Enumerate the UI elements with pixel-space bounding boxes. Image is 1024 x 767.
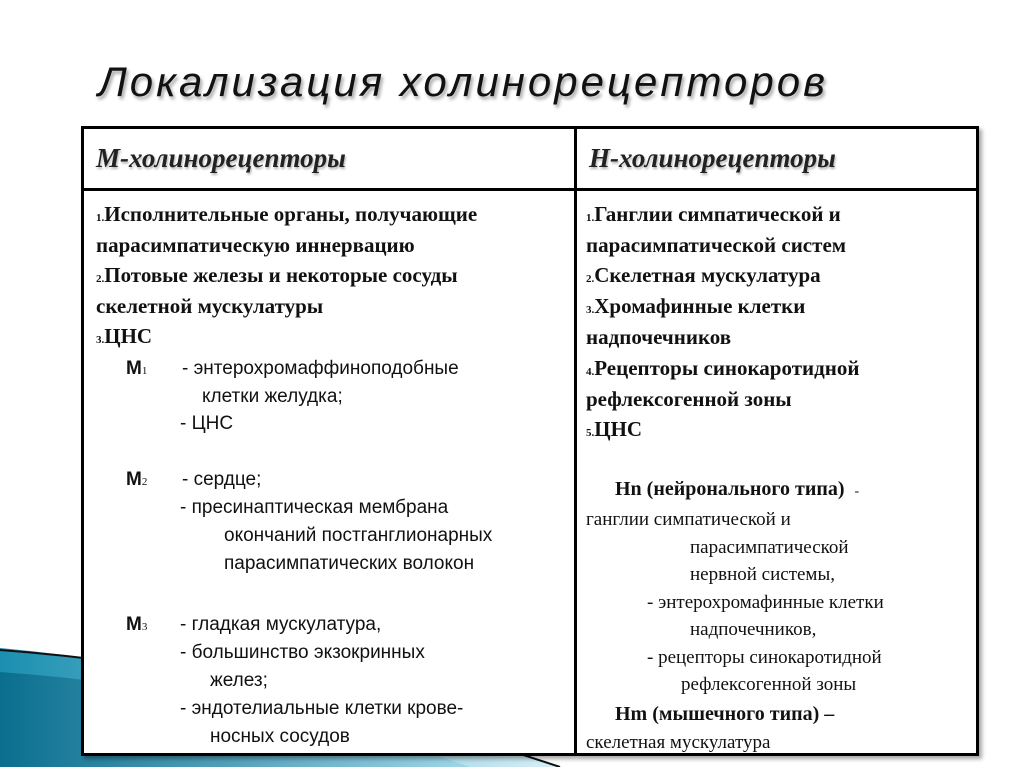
m-item-2: 2.Потовые железы и некоторые сосуды [96,263,458,287]
m3-line-1: - гладкая мускулатура, [180,614,382,635]
m2-line-3: окончаний постганглионарных [224,525,493,546]
page-title: Локализация холинорецепторов [98,58,828,105]
hn-line-5: надпочечников, [690,619,817,640]
m3-line-3: желез; [210,670,268,691]
n-header-cell [577,129,976,191]
hm-line-1: скелетная мускулатура [586,732,771,753]
m1-line-2: клетки желудка; [202,386,343,407]
hn-line-1: ганглии симпатической и [586,509,791,530]
m-item-1-line-2: парасимпатическую иннервацию [96,233,415,257]
hn-line-4: - энтерохромафинные клетки [647,592,884,613]
m2-label: М2 [126,469,148,490]
m-item-2-line-2: скелетной мускулатуры [96,294,324,318]
m2-line-2: - пресинаптическая мембрана [180,497,449,518]
hm-heading: Hm (мышечного типа) – [615,703,835,725]
n-item-3-line-2: надпочечников [586,325,732,349]
m3-line-2: - большинство экзокринных [180,642,425,663]
m2-line-4: парасимпатических волокон [224,553,475,574]
m1-line-3: - ЦНС [180,413,234,434]
n-item-3: 3.Хромафинные клетки [586,294,806,318]
m-column [84,191,574,753]
m2-line-1: - сердце; [182,469,262,490]
n-item-1: 1.Ганглии симпатической и [586,202,841,226]
n-item-4-line-2: рефлексогенной зоны [586,387,792,411]
m-item-3: 3.ЦНС [96,324,153,348]
n-header: Н-холинорецепторы [589,143,836,173]
receptor-table [81,126,979,756]
m1-label: М1 [126,358,148,379]
n-item-4: 4.Рецепторы синокаротидной [586,356,860,380]
m1-line-1: - энтерохромаффиноподобные [182,358,459,379]
hn-line-2: парасимпатической [690,537,849,558]
m3-line-5: носных сосудов [210,726,350,747]
n-item-1-line-2: парасимпатической систем [586,233,847,257]
hn-heading: Hn (нейронального типа) - [615,478,860,500]
m-header-cell [84,129,574,191]
n-item-2: 2.Скелетная мускулатура [586,263,821,287]
m3-line-4: - эндотелиальные клетки крове- [180,698,464,719]
n-column [577,191,976,753]
m-item-1: 1.Исполнительные органы, получающие [96,202,478,226]
hn-line-6: - рецепторы синокаротидной [647,647,882,668]
m3-label: М3 [126,614,148,635]
n-item-5: 5.ЦНС [586,417,643,441]
hn-line-7: рефлексогенной зоны [681,674,857,695]
m-header: М-холинорецепторы [96,143,346,173]
hn-line-3: нервной системы, [690,564,835,585]
